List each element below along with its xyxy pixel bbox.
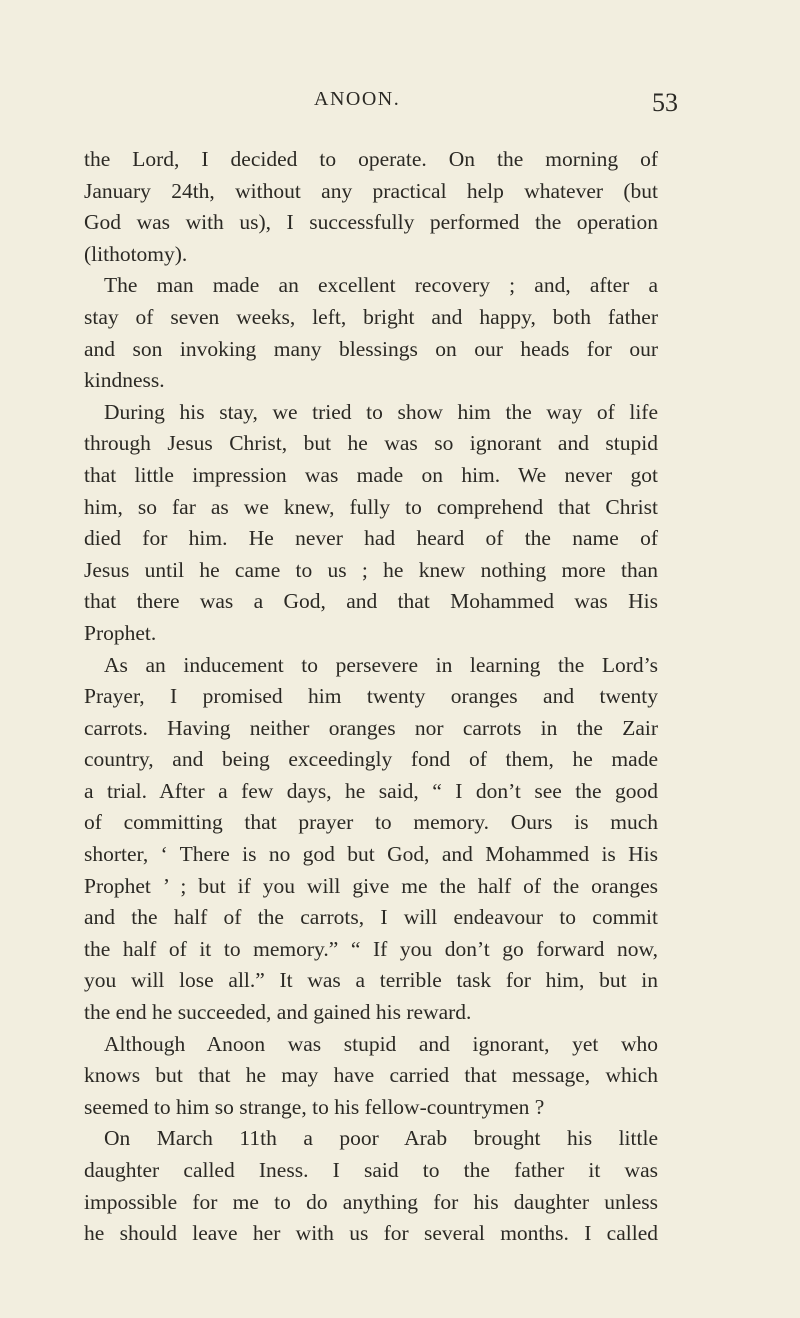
text-line: Jesus until he came to us ; he knew nothing more than xyxy=(84,557,658,582)
text-line: of committing that prayer to memory. Ours is much xyxy=(84,810,658,835)
text-line: The man made an excellent recovery ; and, after a xyxy=(104,273,658,298)
text-line: he should leave her with us for several months. I called xyxy=(84,1221,658,1246)
text-line: the Lord, I decided to operate. On the morning of xyxy=(84,147,658,171)
text-line: knows but that he may have carried that message, which xyxy=(84,1063,658,1088)
text-line: him, so far as we knew, fully to comprehend that Christ xyxy=(84,494,658,519)
text-line: Although Anoon was stupid and ignorant, yet who xyxy=(104,1031,658,1056)
text-line: and the half of the carrots, I will endeavour to commit xyxy=(84,905,658,930)
text-line: January 24th, without any practical help whatever (but xyxy=(84,178,658,203)
text-line: through Jesus Christ, but he was so ignorant and stupid xyxy=(84,431,658,456)
text-line: country, and being exceedingly fond of them, he made xyxy=(84,747,658,772)
text-line: daughter called Iness. I said to the father it was xyxy=(84,1158,658,1182)
text-line: that little impression was made on him. We never got xyxy=(84,462,658,487)
text-line: died for him. He never had heard of the name of xyxy=(84,526,658,551)
text-line: a trial. After a few days, he said, “ I don’t see the good xyxy=(84,778,658,803)
text-line: the half of it to memory.” “ If you don’t go forward now, xyxy=(84,936,658,961)
text-line: (lithotomy). xyxy=(84,241,188,266)
body-text xyxy=(84,144,658,1250)
text-line: Prophet ’ ; but if you will give me the half of the oranges xyxy=(84,873,658,898)
text-line: As an inducement to persevere in learning the Lord’s xyxy=(104,652,658,677)
text-line: you will lose all.” It was a terrible task for him, but in xyxy=(84,968,658,993)
text-line: carrots. Having neither oranges nor carrots in the Zair xyxy=(84,715,658,740)
text-line: the end he succeeded, and gained his reward. xyxy=(84,1000,472,1025)
text-line: Prophet. xyxy=(84,620,157,645)
text-line: shorter, ‘ There is no god but God, and Mohammed is His xyxy=(84,842,658,867)
text-line: seemed to him so strange, to his fellow-countrymen ? xyxy=(84,1094,545,1119)
text-line: and son invoking many blessings on our heads for our xyxy=(84,336,658,361)
page-number: 53 xyxy=(652,88,678,117)
text-line: impossible for me to do anything for his daughter unless xyxy=(84,1189,658,1214)
text-line: that there was a God, and that Mohammed was His xyxy=(84,589,658,614)
text-line: God was with us), I successfully performed the operation xyxy=(84,210,658,235)
text-line: kindness. xyxy=(84,368,165,393)
text-line: During his stay, we tried to show him the way of life xyxy=(104,399,658,424)
text-line: Prayer, I promised him twenty oranges and twenty xyxy=(84,684,658,709)
text-line: On March 11th a poor Arab brought his little xyxy=(104,1126,658,1151)
text-line: stay of seven weeks, left, bright and happy, both father xyxy=(84,304,658,329)
running-title: ANOON. xyxy=(314,88,401,110)
